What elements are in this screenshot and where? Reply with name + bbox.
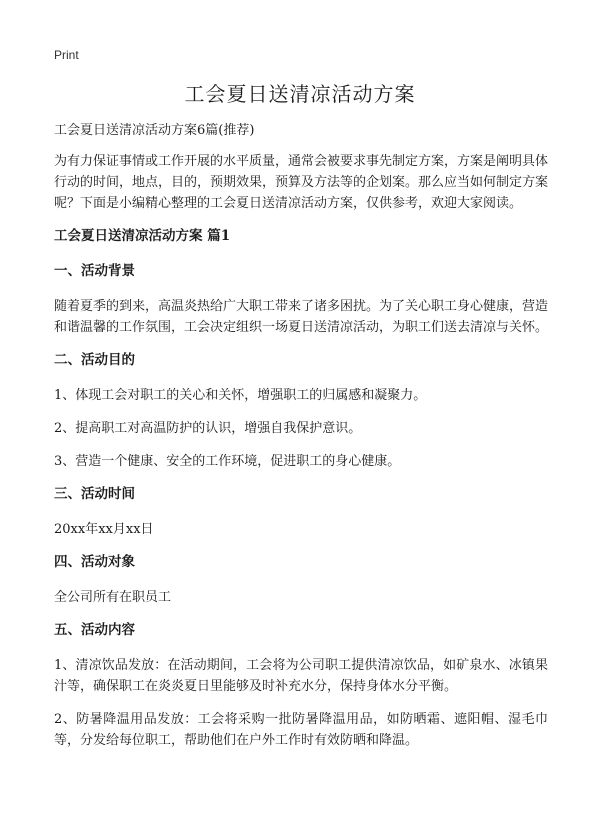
document-subtitle: 工会夏日送清凉活动方案6篇(推荐)	[54, 123, 255, 138]
section-heading-time: 三、活动时间	[54, 486, 135, 502]
target-text: 全公司所有在职员工	[54, 590, 172, 605]
purpose-item: 1、体现工会对职工的关心和关怀，增强职工的归属感和凝聚力。	[54, 388, 427, 403]
section-heading-purpose: 二、活动目的	[54, 352, 135, 368]
print-label: Print	[54, 48, 79, 62]
background-paragraph: 随着夏季的到来，高温炎热给广大职工带来了诸多困扰。为了关心职工身心健康，营造和谐温馨的工作氛围，工会决定组织一场夏日送清凉活动，为职工们送去清凉与关怀。	[54, 299, 549, 335]
purpose-item: 2、提高职工对高温防护的认识，增强自我保护意识。	[54, 421, 362, 436]
section-heading-background: 一、活动背景	[54, 263, 135, 279]
article-heading: 工会夏日送清凉活动方案 篇1	[54, 228, 231, 244]
section-heading-target: 四、活动对象	[54, 554, 135, 570]
content-item: 2、防暑降温用品发放：工会将采购一批防暑降温用品，如防晒霜、遮阳帽、湿毛巾等，分发给每位职工，帮助他们在户外工作时有效防晒和降温。	[54, 712, 548, 748]
content-item: 1、清凉饮品发放：在活动期间，工会将为公司职工提供清凉饮品，如矿泉水、冰镇果汁等，确保职工在炎炎夏日里能够及时补充水分，保持身体水分平衡。	[54, 658, 548, 694]
document-title: 工会夏日送清凉活动方案	[184, 82, 416, 106]
intro-paragraph: 为有力保证事情或工作开展的水平质量，通常会被要求事先制定方案，方案是阐明具体行动的时间，地点，目的，预期效果，预算及方法等的企划案。那么应当如何制定方案呢？下面是小编精心整理的工会夏日送清凉活动方案，仅供参考，欢迎大家阅读。	[54, 154, 549, 211]
section-heading-content: 五、活动内容	[54, 622, 135, 638]
purpose-item: 3、营造一个健康、安全的工作环境，促进职工的身心健康。	[54, 454, 401, 469]
document-body	[54, 120, 548, 763]
time-text: 20xx年xx月xx日	[54, 522, 154, 537]
